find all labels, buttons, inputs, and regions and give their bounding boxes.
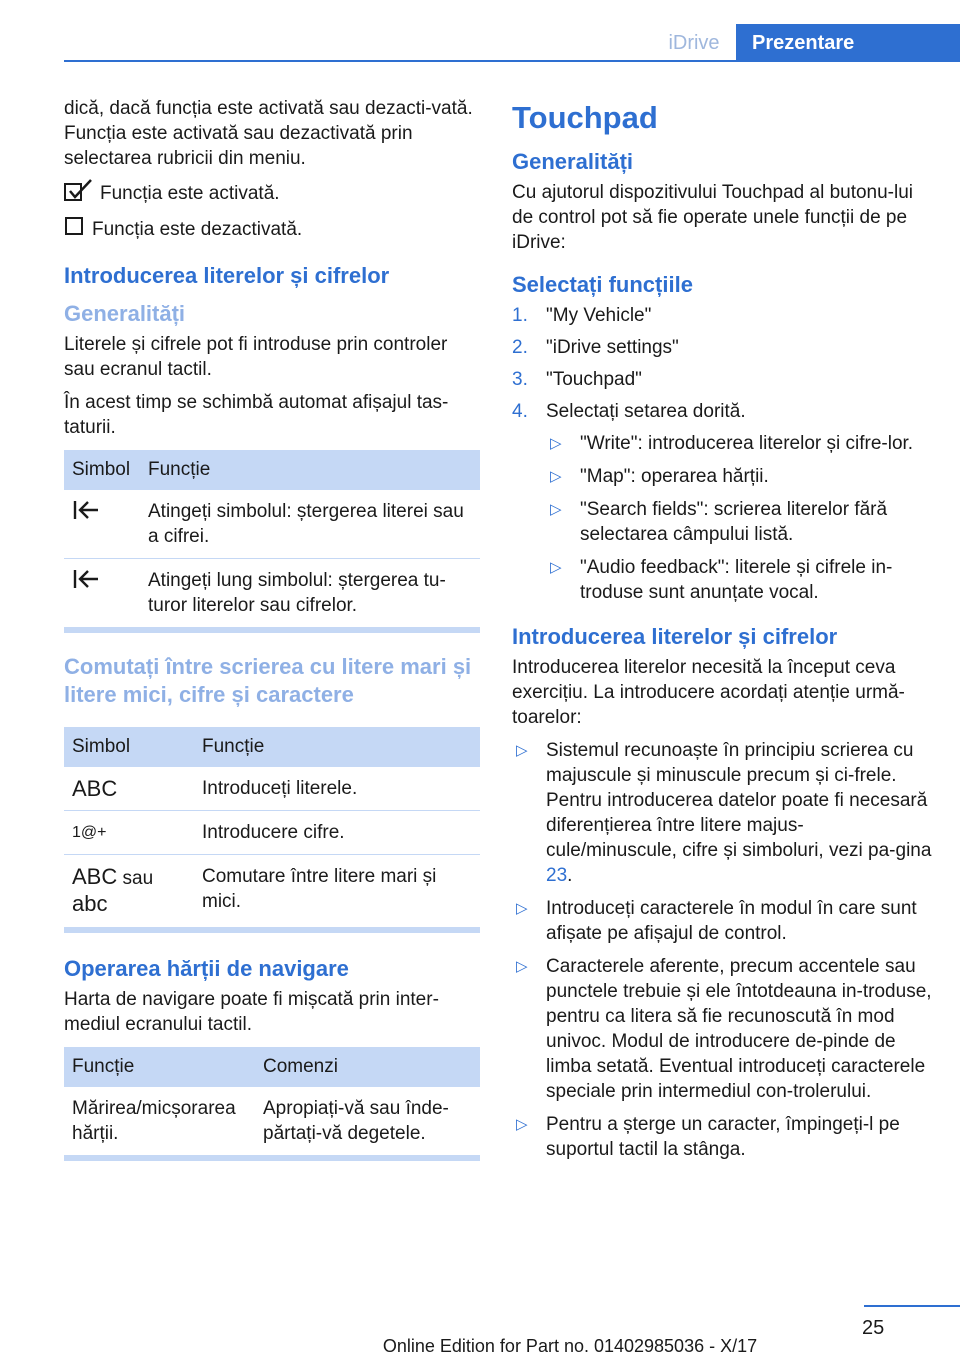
triangle-bullet-icon: ▷ xyxy=(550,468,562,485)
page-link[interactable]: 23 xyxy=(546,865,568,886)
tips-list xyxy=(512,738,932,1162)
unchecked-row xyxy=(64,216,480,243)
tip-text: Caracterele aferente, precum accentele sau punctele trebuie și ele întotdeauna in-troduse, pentru ca litera să fie recunoscută în mod univoc. Modul de introducere de-pinde de limba setată. Eventual introduceți caracterele speciale prin intermediul con-trolerului. xyxy=(546,956,932,1102)
page-header xyxy=(0,0,960,62)
steps-list xyxy=(512,303,932,424)
numbers-symbol: 1@+ xyxy=(64,811,194,855)
triangle-bullet-icon: ▷ xyxy=(516,1116,528,1133)
option-text: "Audio feedback": literele și cifrele in-troduse sunt anunțate vocal. xyxy=(580,557,893,603)
footer-divider xyxy=(864,1305,960,1307)
paragraph-map: Harta de navigare poate fi mișcată prin inter-mediul ecranului tactil. xyxy=(64,989,439,1035)
options-list xyxy=(546,431,932,605)
tip-text: Introduceți caracterele în modul în care sunt afișate pe afișajul de control. xyxy=(546,898,917,944)
triangle-bullet-icon: ▷ xyxy=(550,501,562,518)
list-item xyxy=(546,497,932,547)
step-text: Selectați setarea dorită. xyxy=(546,401,746,422)
subheading-input: Introducerea literelor și cifrelor xyxy=(512,624,838,649)
list-item xyxy=(512,954,932,1104)
case-symbol-table xyxy=(64,727,480,928)
table-end-bar xyxy=(64,1156,480,1161)
backspace-icon xyxy=(64,490,140,559)
tip-text-end: . xyxy=(567,865,573,886)
table-end-bar xyxy=(64,928,480,933)
list-item xyxy=(546,555,932,605)
checkbox-checked-icon xyxy=(64,179,100,208)
table-row xyxy=(64,490,480,559)
symbol-separator: sau xyxy=(122,868,154,889)
table-header-symbol: Simbol xyxy=(64,727,194,767)
step-text: "Touchpad" xyxy=(546,369,642,390)
triangle-bullet-icon: ▷ xyxy=(516,958,528,975)
subheading-case-switch: Comutați între scrierea cu litere mari și litere mici, cifre și caractere xyxy=(64,654,472,707)
step-number: 1. xyxy=(512,305,528,326)
checked-label: Funcția este activată. xyxy=(100,183,280,204)
list-item xyxy=(546,464,932,489)
table-cell: Atingeți lung simbolul: ștergerea tu-turor literelor sau cifrelor. xyxy=(140,559,480,628)
triangle-bullet-icon: ▷ xyxy=(516,742,528,759)
list-item xyxy=(512,1112,932,1162)
paragraph-keyboard: În acest timp se schimbă automat afișajul tas-taturii. xyxy=(64,392,449,438)
step-number: 2. xyxy=(512,337,528,358)
list-item xyxy=(512,399,932,424)
tip-text: Sistemul recunoaște în principiu scrierea cu majuscule și minuscule precum și ci-frele. Pentru introducerea datelor poate fi necesară diferențierea între litere majus-cule/minuscule, cifre și simboluri, vezi pa-gina xyxy=(546,740,932,861)
step-text: "My Vehicle" xyxy=(546,305,652,326)
table-cell: Atingeți simbolul: ștergerea literei sau a cifrei. xyxy=(140,490,480,559)
section-label: iDrive xyxy=(668,32,720,54)
left-column xyxy=(64,96,480,1171)
step-number: 4. xyxy=(512,401,528,422)
table-row xyxy=(64,767,480,811)
tip-text: Pentru a șterge un caracter, împingeți-l pe suportul tactil la stânga. xyxy=(546,1114,900,1160)
triangle-bullet-icon: ▷ xyxy=(550,435,562,452)
lowercase-symbol: abc xyxy=(72,891,108,916)
page-title: Touchpad xyxy=(512,100,658,135)
option-text: "Search fields": scrierea literelor fără selectarea câmpului listă. xyxy=(580,499,888,545)
table-header-commands: Comenzi xyxy=(255,1047,480,1087)
list-item xyxy=(512,303,932,328)
table-header-symbol: Simbol xyxy=(64,450,140,490)
triangle-bullet-icon: ▷ xyxy=(516,900,528,917)
subheading-general: Generalități xyxy=(512,149,634,174)
list-item xyxy=(512,896,932,946)
unchecked-label: Funcția este dezactivată. xyxy=(92,219,303,240)
table-cell: Introduceți literele. xyxy=(194,767,480,811)
option-text: "Write": introducerea literelor și cifre-lor. xyxy=(580,433,914,454)
table-cell: Introducere cifre. xyxy=(194,811,480,855)
uppercase-symbol: ABC xyxy=(72,864,118,889)
subheading-general: Generalități xyxy=(64,301,186,326)
subheading-map: Operarea hărții de navigare xyxy=(64,956,349,981)
delete-symbol-table xyxy=(64,450,480,628)
right-column xyxy=(512,96,932,1170)
paragraph-touchpad: Cu ajutorul dispozitivului Touchpad al butonu-lui de control pot să fie operate unele funcții de pe iDrive: xyxy=(512,182,914,253)
table-row xyxy=(64,811,480,855)
table-row xyxy=(64,1087,480,1156)
uppercase-symbol: ABC xyxy=(64,767,194,811)
edition-footer: Online Edition for Part no. 01402985036 - X/17 xyxy=(382,1336,758,1356)
case-toggle-symbol xyxy=(64,855,194,928)
list-item xyxy=(512,738,932,888)
header-divider xyxy=(64,60,960,62)
table-cell: Comutare între litere mari și mici. xyxy=(194,855,480,928)
map-gesture-table xyxy=(64,1047,480,1156)
option-text: "Map": operarea hărții. xyxy=(580,466,769,487)
chapter-tab: Prezentare xyxy=(736,24,960,62)
step-text: "iDrive settings" xyxy=(546,337,679,358)
table-end-bar xyxy=(64,628,480,633)
checked-row xyxy=(64,179,480,208)
backspace-icon xyxy=(64,559,140,628)
paragraph-input: Literele și cifrele pot fi introduse prin controler sau ecranul tactil. xyxy=(64,334,448,380)
list-item xyxy=(546,431,932,456)
section-heading: Introducerea literelor și cifrelor xyxy=(64,263,390,288)
table-row xyxy=(64,855,480,928)
table-header-function: Funcție xyxy=(64,1047,255,1087)
table-row xyxy=(64,559,480,628)
table-cell: Apropiați-vă sau înde-părtați-vă degetele. xyxy=(255,1087,480,1156)
table-header-function: Funcție xyxy=(140,450,480,490)
page-number: 25 xyxy=(862,1317,885,1339)
paragraph-practice: Introducerea literelor necesită la început ceva exercițiu. La introducere acordați atenție urmă-toarelor: xyxy=(512,657,905,728)
checkbox-empty-icon xyxy=(64,216,92,243)
subheading-select-functions: Selectați funcțiile xyxy=(512,272,693,297)
list-item xyxy=(512,367,932,392)
table-header-function: Funcție xyxy=(194,727,480,767)
list-item xyxy=(512,335,932,360)
step-number: 3. xyxy=(512,369,528,390)
table-cell: Mărirea/micșorarea hărții. xyxy=(64,1087,255,1156)
triangle-bullet-icon: ▷ xyxy=(550,559,562,576)
intro-paragraph: dică, dacă funcția este activată sau dezacti-vată. Funcția este activată sau dezactivată prin selectarea rubricii din meniu. xyxy=(64,98,473,169)
